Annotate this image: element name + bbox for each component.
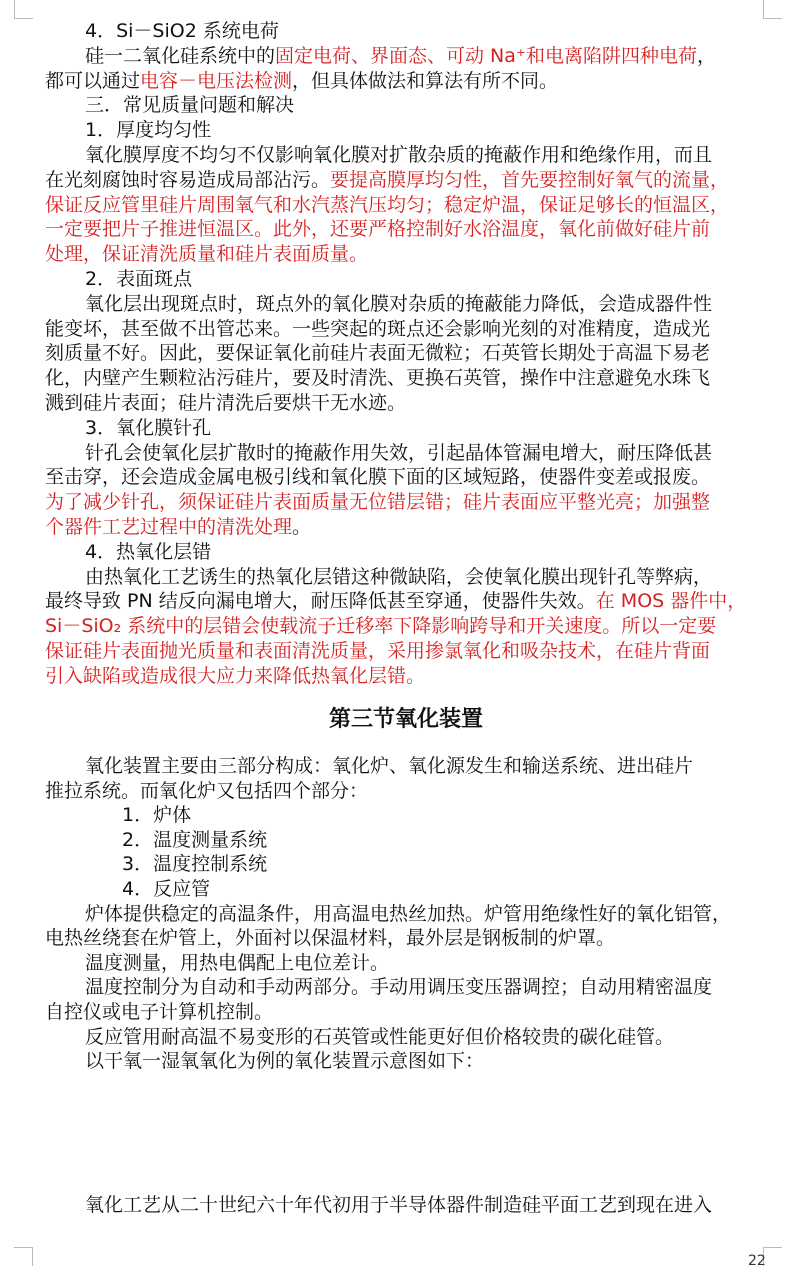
text-line xyxy=(85,753,693,780)
text-span: 。 xyxy=(292,516,312,538)
text-span: 温度测量，用热电偶配上电位差计。 xyxy=(85,951,390,974)
text-line xyxy=(122,827,267,854)
text-span: 能变坏，甚至做不出管芯来。一些突起的斑点还会影响光刻的对准精度，造成光 xyxy=(45,317,711,340)
text-line xyxy=(45,489,710,516)
text-span: 化，内壁产生颗粒沾污硅片，要及时清洗、更换石英管，操作中注意避免水珠飞 xyxy=(45,367,711,390)
text-line xyxy=(45,167,729,194)
text-line xyxy=(85,974,712,1001)
text-line xyxy=(45,241,368,268)
text-line xyxy=(45,216,710,243)
text-span: 3．氧化膜针孔 xyxy=(85,416,212,439)
text-line xyxy=(85,539,211,566)
highlighted-text: 保证反应管里硅片周围氧气和水汽蒸汽压均匀；稳定炉温，保证足够长的恒温区， xyxy=(45,193,730,216)
highlighted-text: 固定电荷、界面态、可动 Na⁺和电离陷阱四种电荷 xyxy=(275,44,697,67)
text-span: 反应管用耐高温不易变形的石英管或性能更好但价格较贵的碳化硅管。 xyxy=(85,1025,675,1048)
page-number: 22 xyxy=(748,1253,766,1269)
crop-mark-bottom-right xyxy=(763,1247,782,1266)
text-span: 氧化膜厚度不均匀不仅影响氧化膜对扩散杂质的掩蔽作用和绝缘作用，而且 xyxy=(85,144,713,166)
highlighted-text: 要提高膜厚均匀性，首先要控制好氧气的流量， xyxy=(330,168,730,191)
text-span: 4．Si－SiO2 系统电荷 xyxy=(85,20,279,42)
text-span: 温度控制分为自动和手动两部分。手动用调压变压器调控；自动用精密温度 xyxy=(85,976,713,999)
text-line xyxy=(122,802,191,829)
text-line xyxy=(85,1048,484,1075)
text-span: 2．表面斑点 xyxy=(85,268,193,290)
text-line xyxy=(85,901,731,928)
text-span: 针孔会使氧化层扩散时的掩蔽作用失效，引起晶体管漏电增大，耐压降低甚 xyxy=(85,441,713,464)
text-span: 3．温度控制系统 xyxy=(122,853,268,876)
highlighted-text: 一定要把片子推进恒温区。此外，还要严格控制好水浴温度，氧化前做好硅片前 xyxy=(45,218,711,241)
text-line xyxy=(45,663,425,690)
text-line xyxy=(45,316,710,343)
highlighted-text: 电容－电压法检测 xyxy=(140,69,293,92)
text-span: 电热丝绕套在炉管上，外面衬以保温材料，最外层是钢板制的炉罩。 xyxy=(45,927,616,950)
text-line xyxy=(85,291,712,318)
text-line xyxy=(85,92,294,119)
text-line xyxy=(85,950,389,977)
text-span: ，但具体做法和算法有所不同。 xyxy=(292,69,559,92)
crop-mark-top-right xyxy=(763,0,782,19)
text-line xyxy=(45,340,710,367)
text-span: 刻质量不好。因此，要保证氧化前硅片表面无微粒；石英管长期处于高温下易老 xyxy=(45,342,711,365)
text-span: 炉体提供稳定的高温条件，用高温电热丝加热。炉管用绝缘性好的氧化铝管， xyxy=(85,902,732,925)
text-span: 至击穿，还会造成金属电极引线和氧化膜下面的区域短路，使器件变差或报废。 xyxy=(45,466,711,489)
text-span: 2．温度测量系统 xyxy=(122,828,268,851)
text-span: 在光刻腐蚀时容易造成局部沾污。 xyxy=(45,168,331,191)
text-line xyxy=(122,876,210,903)
text-line xyxy=(45,365,710,392)
text-span: 4．反应管 xyxy=(122,878,211,900)
text-span: 1．炉体 xyxy=(122,804,192,827)
section-title: 第三节氧化装置 xyxy=(328,707,483,732)
highlighted-text: 为了减少针孔，须保证硅片表面质量无位错层错；硅片表面应平整光亮；加强整 xyxy=(45,491,711,514)
crop-mark-top-left xyxy=(14,0,33,19)
text-span: ， xyxy=(696,44,716,67)
text-span: 氧化层出现斑点时，斑点外的氧化膜对杂质的掩蔽能力降低，会造成器件性 xyxy=(85,292,713,315)
text-span: 最终导致 PN 结反向漏电增大，耐压降低甚至穿通，使器件失效。 xyxy=(45,590,596,613)
highlighted-text: 在 MOS 器件中， xyxy=(595,590,747,613)
text-line xyxy=(45,514,311,541)
text-span: 4．热氧化层错 xyxy=(85,540,212,563)
highlighted-text: 个器件工艺过程中的清洗处理 xyxy=(45,516,293,538)
highlighted-text: 处理，保证清洗质量和硅片表面质量。 xyxy=(45,243,369,266)
text-line xyxy=(85,43,716,70)
text-span: 三．常见质量问题和解决 xyxy=(85,94,295,117)
text-line xyxy=(85,564,712,591)
text-line xyxy=(85,440,712,467)
text-line xyxy=(45,588,746,615)
text-span: 以干氧一湿氧氧化为例的氧化装置示意图如下： xyxy=(85,1050,485,1073)
text-span: 硅一二氧化硅系统中的 xyxy=(85,44,276,67)
text-line xyxy=(45,638,710,665)
text-line xyxy=(85,415,211,442)
crop-mark-bottom-left xyxy=(14,1247,33,1266)
highlighted-text: 保证硅片表面抛光质量和表面清洗质量，采用掺氯氧化和吸杂技术，在硅片背面 xyxy=(45,640,711,662)
highlighted-text: 引入缺陷或造成很大应力来降低热氧化层错。 xyxy=(45,664,426,687)
text-span: 由热氧化工艺诱生的热氧化层错这种微缺陷，会使氧化膜出现针孔等弊病， xyxy=(85,565,713,588)
text-line xyxy=(85,142,712,169)
page-last-line: 氧化工艺从二十世纪六十年代初用于半导体器件制造硅平面工艺到现在进入 xyxy=(85,1194,713,1216)
text-line xyxy=(45,68,558,95)
text-line xyxy=(45,613,716,640)
text-line xyxy=(85,266,192,293)
highlighted-text: Si－SiO₂ 系统中的层错会使载流子迁移率下降影响跨导和开关速度。所以一定要 xyxy=(45,615,717,638)
text-span: 自控仪或电子计算机控制。 xyxy=(45,1001,274,1023)
text-line xyxy=(85,18,279,45)
text-span: 溅到硅片表面；硅片清洗后要烘干无水迹。 xyxy=(45,392,407,414)
text-line xyxy=(45,464,710,491)
text-span: 都可以通过 xyxy=(45,69,141,92)
text-line xyxy=(45,390,406,417)
text-line xyxy=(122,851,267,878)
text-line xyxy=(45,778,368,805)
text-span: 推拉系统。而氧化炉又包括四个部分： xyxy=(45,779,369,802)
text-line xyxy=(45,925,615,952)
text-line xyxy=(85,117,211,144)
text-line xyxy=(45,999,273,1026)
text-line xyxy=(45,192,729,219)
text-span: 氧化装置主要由三部分构成：氧化炉、氧化源发生和输送系统、进出硅片 xyxy=(85,755,694,777)
text-line xyxy=(85,1024,674,1051)
text-span: 1．厚度均匀性 xyxy=(85,119,212,142)
